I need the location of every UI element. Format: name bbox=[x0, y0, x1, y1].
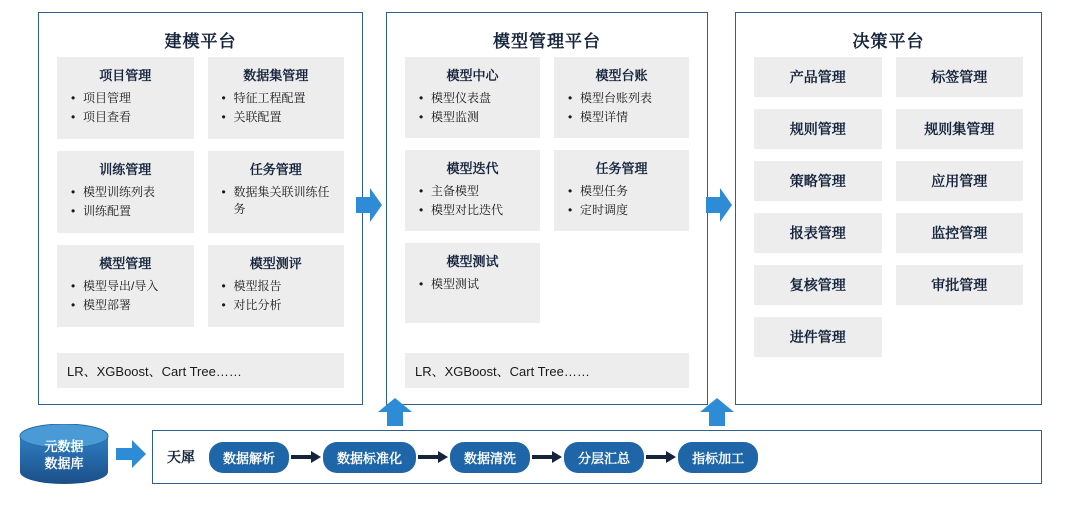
list-item[interactable]: • 主备模型 bbox=[431, 183, 530, 200]
card-model-center[interactable] bbox=[405, 57, 540, 138]
panel-title: 模型管理平台 bbox=[493, 32, 601, 51]
panel-modeling-platform bbox=[38, 12, 363, 405]
arrow-right-icon bbox=[530, 451, 564, 463]
card-item-list bbox=[564, 183, 679, 219]
card-title: 模型测试 bbox=[446, 254, 499, 269]
panel-model-management-platform bbox=[386, 12, 708, 405]
algorithm-bar: LR、XGBoost、Cart Tree…… bbox=[57, 353, 344, 388]
arrow-right-icon bbox=[416, 451, 450, 463]
card-title: 模型管理 bbox=[99, 256, 152, 271]
card-title: 数据集管理 bbox=[243, 68, 309, 83]
card-grid bbox=[39, 57, 362, 327]
arrow-right-icon bbox=[289, 451, 323, 463]
arrow-right-icon bbox=[706, 188, 732, 222]
card-model-testing[interactable] bbox=[405, 243, 540, 323]
card-item-list bbox=[218, 278, 335, 314]
arrow-right-icon bbox=[116, 440, 146, 468]
card-model-ledger[interactable] bbox=[554, 57, 689, 138]
panel-body bbox=[39, 57, 362, 327]
pipeline-step-data-parsing[interactable]: 数据解析 bbox=[209, 442, 289, 473]
button-rule-set-management[interactable]: 规则集管理 bbox=[896, 109, 1024, 149]
panel-body bbox=[736, 57, 1041, 357]
list-item[interactable]: • 模型详情 bbox=[580, 109, 679, 126]
arrow-up-icon bbox=[700, 398, 734, 426]
card-model-iteration[interactable] bbox=[405, 150, 540, 231]
list-item[interactable]: • 模型任务 bbox=[580, 183, 679, 200]
button-entry-management[interactable]: 进件管理 bbox=[754, 317, 882, 357]
card-dataset-management[interactable] bbox=[208, 57, 345, 139]
button-tag-management[interactable]: 标签管理 bbox=[896, 57, 1024, 97]
pipeline-step-layered-aggregation[interactable]: 分层汇总 bbox=[564, 442, 644, 473]
card-title: 任务管理 bbox=[249, 162, 302, 177]
list-item[interactable]: • 模型仪表盘 bbox=[431, 90, 530, 107]
card-task-management[interactable] bbox=[554, 150, 689, 231]
card-project-management[interactable] bbox=[57, 57, 194, 139]
card-title: 任务管理 bbox=[595, 161, 648, 176]
card-title: 训练管理 bbox=[99, 162, 152, 177]
list-item[interactable]: • 模型导出/导入 bbox=[83, 278, 184, 295]
button-strategy-management[interactable]: 策略管理 bbox=[754, 161, 882, 201]
panel-decision-platform bbox=[735, 12, 1042, 405]
database-label-line1: 元数据 bbox=[44, 439, 84, 454]
list-item[interactable]: • 定时调度 bbox=[580, 202, 679, 219]
pipeline-step-data-cleaning[interactable]: 数据清洗 bbox=[450, 442, 530, 473]
list-item[interactable]: • 特征工程配置 bbox=[234, 90, 335, 107]
database-cylinder-icon bbox=[18, 424, 110, 484]
list-item[interactable]: • 模型部署 bbox=[83, 297, 184, 314]
button-grid bbox=[736, 57, 1041, 357]
card-title: 模型迭代 bbox=[446, 161, 499, 176]
list-item[interactable]: • 数据集关联训练任务 bbox=[234, 184, 335, 218]
arrow-right-icon bbox=[356, 188, 382, 222]
list-item[interactable]: • 模型训练列表 bbox=[83, 184, 184, 201]
panel-title: 决策平台 bbox=[852, 32, 925, 51]
list-item[interactable]: • 项目查看 bbox=[83, 109, 184, 126]
arrow-up-icon bbox=[378, 398, 412, 426]
card-item-list bbox=[415, 276, 530, 293]
card-item-list bbox=[218, 90, 335, 126]
card-training-management[interactable] bbox=[57, 151, 194, 233]
pipeline-step-metric-processing[interactable]: 指标加工 bbox=[678, 442, 758, 473]
card-item-list bbox=[415, 183, 530, 219]
algorithm-bar: LR、XGBoost、Cart Tree…… bbox=[405, 353, 689, 388]
card-task-management[interactable] bbox=[208, 151, 345, 233]
button-review-management[interactable]: 复核管理 bbox=[754, 265, 882, 305]
button-application-management[interactable]: 应用管理 bbox=[896, 161, 1024, 201]
card-item-list bbox=[67, 184, 184, 220]
card-item-list bbox=[67, 278, 184, 314]
card-item-list bbox=[564, 90, 679, 126]
card-item-list bbox=[218, 184, 335, 218]
list-item[interactable]: • 模型监测 bbox=[431, 109, 530, 126]
list-item[interactable]: • 模型台账列表 bbox=[580, 90, 679, 107]
button-product-management[interactable]: 产品管理 bbox=[754, 57, 882, 97]
list-item[interactable]: • 对比分析 bbox=[234, 297, 335, 314]
list-item[interactable]: • 模型报告 bbox=[234, 278, 335, 295]
card-title: 模型中心 bbox=[446, 68, 499, 83]
arrow-right-icon bbox=[644, 451, 678, 463]
database-label-line2: 数据库 bbox=[44, 456, 84, 471]
card-item-list bbox=[67, 90, 184, 126]
list-item[interactable]: • 模型对比迭代 bbox=[431, 202, 530, 219]
card-grid bbox=[387, 57, 707, 323]
card-title: 模型台账 bbox=[595, 68, 648, 83]
card-title: 项目管理 bbox=[99, 68, 152, 83]
list-item[interactable]: • 项目管理 bbox=[83, 90, 184, 107]
pipeline-label: 天犀 bbox=[167, 449, 195, 465]
data-pipeline bbox=[152, 430, 1042, 484]
button-approval-management[interactable]: 审批管理 bbox=[896, 265, 1024, 305]
pipeline-step-data-standardization[interactable]: 数据标准化 bbox=[323, 442, 416, 473]
panel-title: 建模平台 bbox=[164, 32, 237, 51]
list-item[interactable]: • 关联配置 bbox=[234, 109, 335, 126]
button-monitoring-management[interactable]: 监控管理 bbox=[896, 213, 1024, 253]
card-model-management[interactable] bbox=[57, 245, 194, 327]
card-title: 模型测评 bbox=[249, 256, 302, 271]
list-item[interactable]: • 训练配置 bbox=[83, 203, 184, 220]
button-rule-management[interactable]: 规则管理 bbox=[754, 109, 882, 149]
card-item-list bbox=[415, 90, 530, 126]
panel-body bbox=[387, 57, 707, 323]
card-model-evaluation[interactable] bbox=[208, 245, 345, 327]
list-item[interactable]: • 模型测试 bbox=[431, 276, 530, 293]
button-report-management[interactable]: 报表管理 bbox=[754, 213, 882, 253]
